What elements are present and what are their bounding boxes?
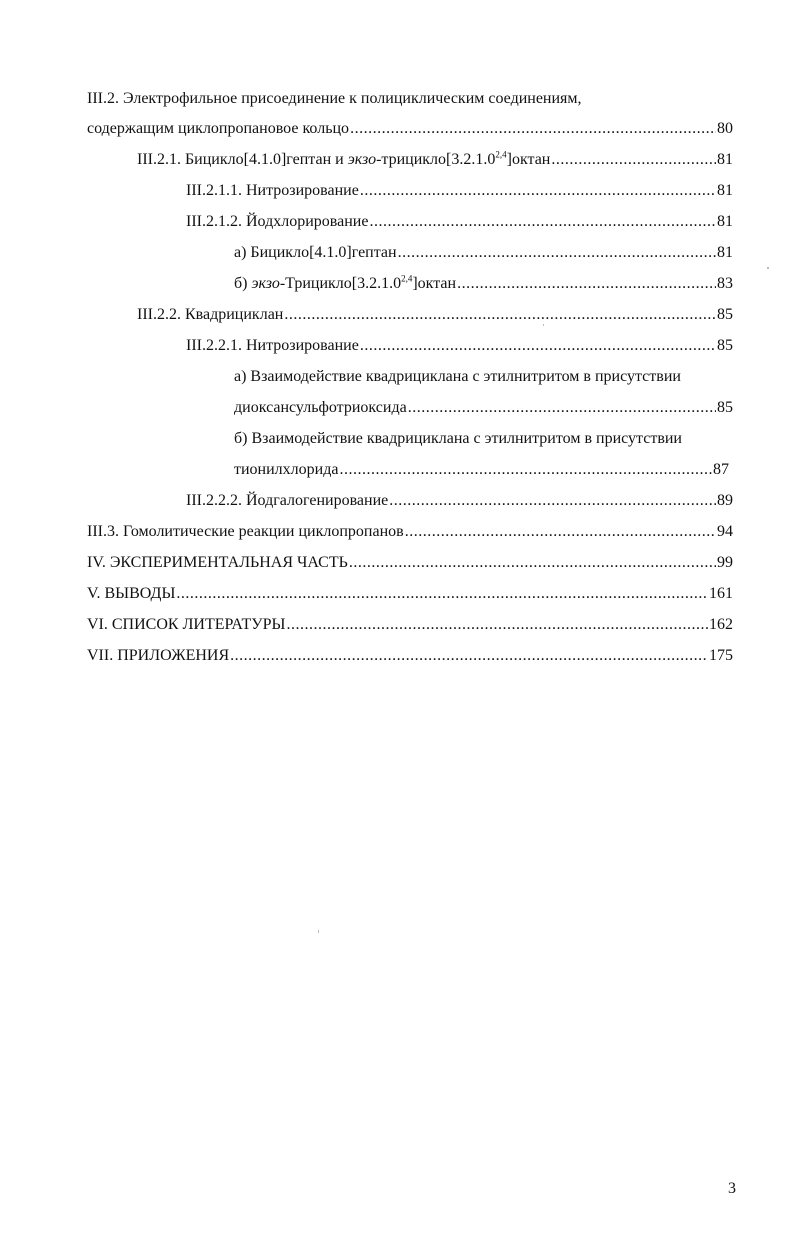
toc-entry-title: б) Взаимодействие квадрициклана с этилнитритом в присутствии	[234, 430, 682, 447]
toc-entry-3-2-1-2	[186, 212, 733, 232]
toc-page-number: 81	[717, 182, 733, 199]
scan-speck	[318, 930, 319, 933]
leader-dots	[551, 150, 716, 170]
leader-dots	[408, 398, 716, 418]
toc-entry-7	[87, 646, 733, 666]
toc-entry-title: б) экзо-Трицикло[3.2.1.0$^{2,4}$]октан	[234, 273, 457, 292]
leader-dots	[369, 212, 716, 232]
toc-entry-title: III.2.2.2. Йодгалогенирование	[186, 492, 389, 509]
toc-entry-3-2-2-2	[186, 491, 733, 511]
toc-entry-3-2-line1	[87, 89, 582, 109]
leader-dots	[176, 584, 708, 604]
toc-page-number: 80	[717, 120, 733, 137]
toc-entry-3-2-2-1-a	[234, 398, 733, 418]
toc-entry-3-2-2-1	[186, 336, 733, 356]
toc-page-number: 89	[717, 492, 733, 509]
toc-page-number: 175	[709, 647, 733, 664]
toc-page-number: 85	[717, 337, 733, 354]
toc-page-number: 81	[717, 244, 733, 261]
toc-entry-title: тионилхлорида	[234, 461, 339, 478]
toc-entry-3-2-2	[137, 305, 733, 325]
toc-entry-title: а) Бицикло[4.1.0]гептан	[234, 244, 397, 261]
toc-entry-6	[87, 615, 733, 635]
toc-entry-title: VII. ПРИЛОЖЕНИЯ	[87, 647, 230, 664]
toc-page-number: 81	[717, 213, 733, 230]
toc-entry-3-2-1-1	[186, 181, 733, 201]
leader-dots	[389, 491, 716, 511]
toc-page-number: 85	[717, 306, 733, 323]
toc-page-number: 99	[717, 554, 733, 571]
toc-page-number: 161	[709, 585, 733, 602]
toc-entry-title: IV. ЭКСПЕРИМЕНТАЛЬНАЯ ЧАСТЬ	[87, 554, 348, 571]
leader-dots	[230, 646, 708, 666]
toc-entry-title: III.2. Электрофильное присоединение к полициклическим соединениям,	[87, 90, 582, 107]
leader-dots	[339, 460, 712, 480]
toc-entry-3-2-2-1-b	[234, 460, 729, 480]
toc-entry-3-3	[87, 522, 733, 542]
page-number: 3	[728, 1180, 736, 1197]
toc-entry-title: V. ВЫВОДЫ	[87, 585, 176, 602]
toc-entry-3-2-1-2-b	[234, 274, 733, 294]
toc-entry-3-2-2-1-b-line1	[234, 429, 682, 449]
toc-entry-title: содержащим циклопропановое кольцо	[87, 120, 350, 137]
scan-speck	[543, 324, 544, 326]
leader-dots	[349, 553, 716, 573]
leader-dots	[360, 181, 716, 201]
leader-dots	[360, 336, 716, 356]
scan-speck	[767, 267, 769, 269]
leader-dots	[405, 522, 716, 542]
toc-page-number: 85	[717, 399, 733, 416]
toc-entry-3-2-2-1-a-line1	[234, 367, 681, 387]
toc-entry-4	[87, 553, 733, 573]
toc-entry-3-2-1	[137, 150, 733, 170]
toc-page-number: 83	[717, 275, 733, 292]
toc-entry-5	[87, 584, 733, 604]
leader-dots	[284, 305, 716, 325]
toc-entry-title: III.2.1.2. Йодхлорирование	[186, 213, 369, 230]
leader-dots	[457, 274, 716, 294]
toc-page-number: 81	[717, 151, 733, 168]
toc-entry-title: III.2.2. Квадрициклан	[137, 306, 284, 323]
toc-entry-title: диоксансульфотриоксида	[234, 399, 407, 416]
leader-dots	[286, 615, 708, 635]
toc-page-number: 94	[717, 523, 733, 540]
toc-page-number: 87	[713, 461, 729, 478]
toc-entry-title: III.2.2.1. Нитрозирование	[186, 337, 359, 354]
toc-page-number: 162	[709, 616, 733, 633]
leader-dots	[350, 119, 716, 139]
toc-entry-title: VI. СПИСОК ЛИТЕРАТУРЫ	[87, 616, 286, 633]
toc-entry-title: III.2.1. Бицикло[4.1.0]гептан и экзо-трицикло[3.2.1.0$^{2,4}$]октан	[137, 149, 551, 168]
toc-entry-title: а) Взаимодействие квадрициклана с этилнитритом в присутствии	[234, 368, 681, 385]
toc-entry-3-2	[87, 119, 733, 139]
toc-entry-3-2-1-2-a	[234, 243, 733, 263]
toc-entry-title: III.2.1.1. Нитрозирование	[186, 182, 359, 199]
toc-entry-title: III.3. Гомолитические реакции циклопропанов	[87, 523, 404, 540]
leader-dots	[398, 243, 716, 263]
